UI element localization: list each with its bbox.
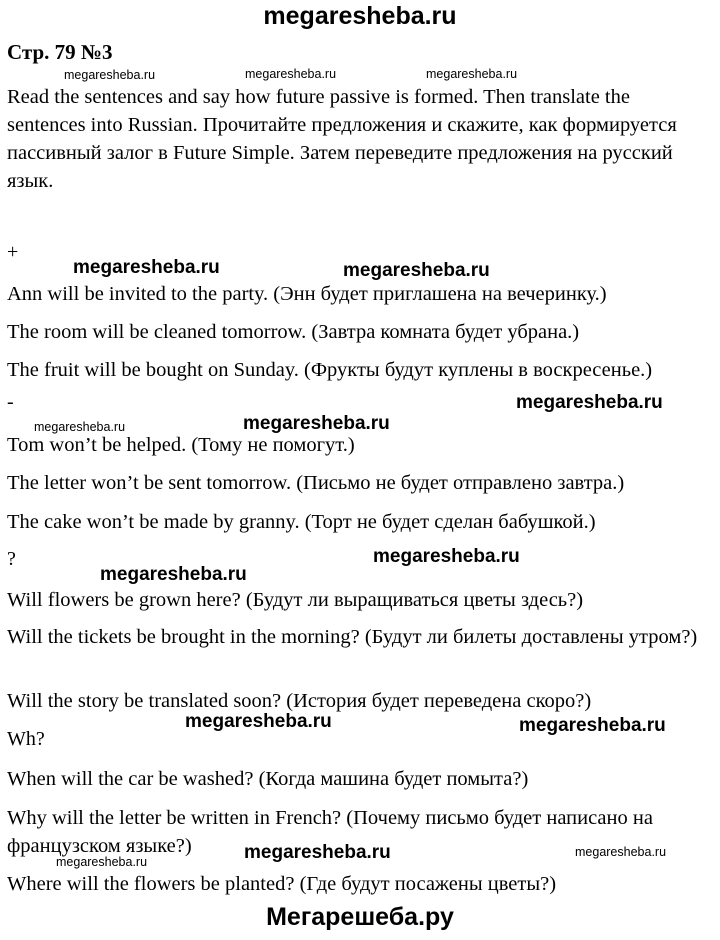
site-footer: Мегарешеба.ру [266, 903, 454, 931]
sentence: Will flowers be grown here? (Будут ли выращиваться цветы здесь?) [7, 589, 584, 611]
exercise-title: Стр. 79 №3 [7, 40, 113, 64]
exercise-instructions: Read the sentences and say how future passive is formed. Then translate the sentences into Russian. Прочитайте предложения и скажите, как формируется пассивный залог в Future Simple. Затем переведите предложения на русский язык. [7, 86, 677, 192]
section-marker-negative: - [7, 391, 14, 413]
watermark: megaresheba.ru [244, 842, 391, 863]
watermark: megaresheba.ru [185, 711, 332, 732]
watermark: megaresheba.ru [519, 715, 666, 736]
sentence: Tom won’t be helped. (Тому не помогут.) [7, 434, 355, 456]
watermark: megaresheba.ru [73, 257, 220, 278]
sentence: When will the car be washed? (Когда машина будет помыта?) [7, 768, 529, 790]
sentence: Will the tickets be brought in the morning? (Будут ли билеты доставлены утром?) [7, 626, 698, 648]
watermark: megaresheba.ru [34, 420, 126, 434]
watermark: megaresheba.ru [426, 67, 518, 81]
sentence: Why will the letter be written in French? (Почему письмо будет написано на французском языке?) [7, 807, 653, 857]
site-header: megaresheba.ru [263, 2, 457, 30]
sentence: The fruit will be bought on Sunday. (Фрукты будут куплены в воскресенье.) [7, 359, 653, 381]
sentence: Where will the flowers be planted? (Где будут посажены цветы?) [7, 873, 557, 895]
section-marker-wh: Wh? [7, 728, 45, 750]
sentence: The room will be cleaned tomorrow. (Завтра комната будет убрана.) [7, 321, 580, 343]
watermark: megaresheba.ru [64, 68, 156, 82]
sentence: Will the story be translated soon? (История будет переведена скоро?) [7, 690, 592, 712]
section-marker-affirmative: + [7, 241, 19, 263]
watermark: megaresheba.ru [575, 845, 667, 859]
watermark: megaresheba.ru [243, 413, 390, 434]
sentence: The cake won’t be made by granny. (Торт не будет сделан бабушкой.) [7, 511, 596, 533]
sentence: Ann will be invited to the party. (Энн будет приглашена на вечеринку.) [7, 283, 607, 305]
section-marker-question: ? [7, 548, 16, 570]
watermark: megaresheba.ru [56, 855, 148, 869]
sentence: The letter won’t be sent tomorrow. (Письмо не будет отправлено завтра.) [7, 472, 625, 494]
watermark: megaresheba.ru [245, 67, 337, 81]
watermark: megaresheba.ru [100, 564, 247, 585]
watermark: megaresheba.ru [373, 546, 520, 567]
watermark: megaresheba.ru [343, 260, 490, 281]
watermark: megaresheba.ru [516, 392, 663, 413]
